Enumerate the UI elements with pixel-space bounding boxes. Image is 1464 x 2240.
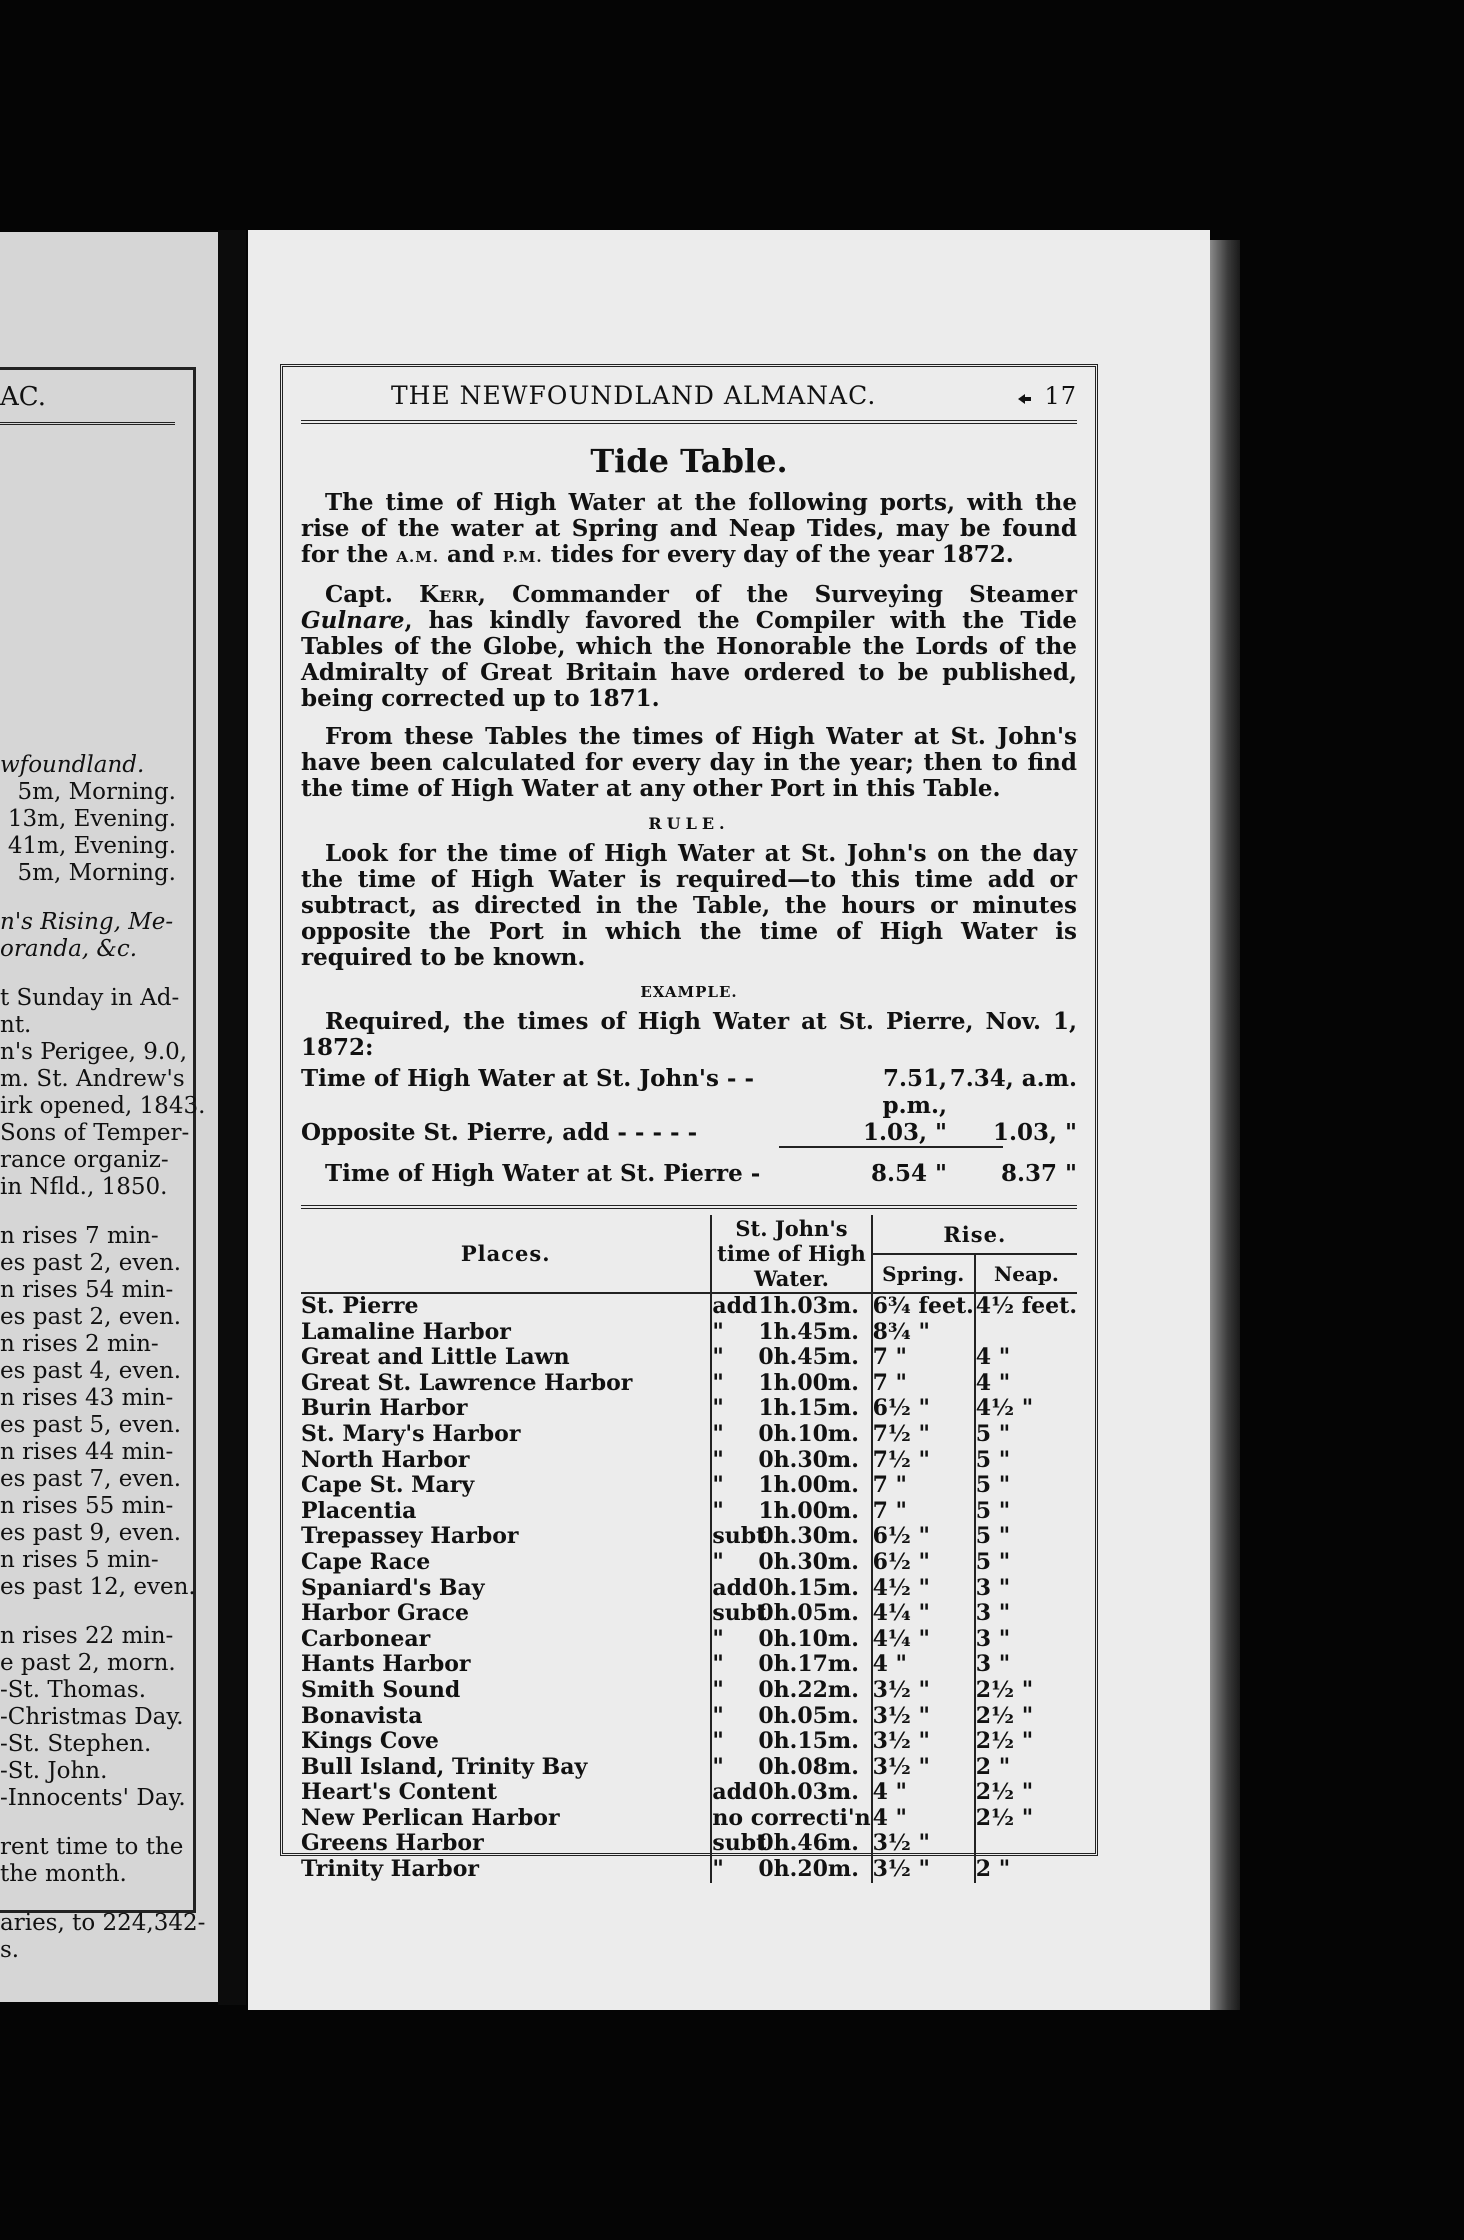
spring-rise: 3½ " — [872, 1704, 975, 1730]
time-offset: 0h.46m. — [758, 1830, 859, 1857]
example-label: Opposite St. Pierre, add - - - - - — [301, 1119, 698, 1146]
spring-rise: 3½ " — [872, 1857, 975, 1883]
left-page-line: t Sunday in Ad- — [0, 985, 180, 1011]
place-cell — [301, 1422, 711, 1448]
table-row — [301, 1448, 1077, 1474]
correction-op: " — [712, 1728, 724, 1755]
neap-rise: 4 " — [975, 1371, 1077, 1397]
time-offset: 0h.15m. — [758, 1574, 859, 1601]
place-cell — [301, 1652, 711, 1678]
spring-rise: 4½ " — [872, 1576, 975, 1602]
time-cell — [711, 1755, 871, 1781]
place-cell — [301, 1704, 711, 1730]
example-intro: Required, the times of High Water at St. Pierre, Nov. 1, 1872: — [301, 1008, 1077, 1061]
header-time: St. John's time of High Water. — [711, 1215, 871, 1293]
place-cell — [301, 1780, 711, 1806]
correction-op: " — [712, 1344, 724, 1371]
place-cell — [301, 1729, 711, 1755]
left-page-line: n rises 5 min- — [0, 1547, 159, 1573]
table-row — [301, 1499, 1077, 1525]
time-cell — [711, 1652, 871, 1678]
book-gutter — [218, 230, 246, 2005]
example-pm-value: 8.54 " — [870, 1160, 947, 1187]
spring-rise: 6½ " — [872, 1550, 975, 1576]
neap-rise: 4½ " — [975, 1396, 1077, 1422]
left-page-line: aries, to 224,342- — [0, 1910, 206, 1936]
place-cell — [301, 1499, 711, 1525]
example-am-value: 7.34, a.m. — [949, 1065, 1077, 1092]
place-cell — [301, 1831, 711, 1857]
place-cell — [301, 1448, 711, 1474]
left-page-line: -St. John. — [0, 1758, 108, 1784]
intro-text-3: tides for every day of the year 1872. — [542, 541, 1014, 568]
left-page-line — [0, 1601, 210, 1623]
spring-rise: 7½ " — [872, 1422, 975, 1448]
time-offset: 1h.00m. — [758, 1472, 859, 1499]
time-cell — [711, 1499, 871, 1525]
place-cell — [301, 1473, 711, 1499]
neap-rise: 2 " — [975, 1755, 1077, 1781]
spring-rise: 8¾ " — [872, 1320, 975, 1346]
time-offset: 1h.45m. — [758, 1318, 859, 1345]
neap-rise — [975, 1831, 1077, 1857]
left-page-lines — [0, 752, 210, 1964]
intro-paragraph — [301, 490, 1077, 570]
correction-op: add — [712, 1779, 758, 1806]
table-row — [301, 1831, 1077, 1857]
time-cell — [711, 1550, 871, 1576]
correction-op: add — [712, 1293, 758, 1319]
left-page-line: n's Rising, Me- — [0, 909, 174, 935]
place-name: New Perlican Harbor — [301, 1804, 560, 1831]
time-cell — [711, 1831, 871, 1857]
place-cell — [301, 1293, 711, 1320]
table-row — [301, 1806, 1077, 1832]
time-cell — [711, 1396, 871, 1422]
time-offset: 0h.10m. — [758, 1625, 859, 1652]
spring-rise: 6¾ feet. — [872, 1293, 974, 1319]
correction-op: " — [712, 1702, 724, 1729]
time-cell — [711, 1857, 871, 1883]
correction-op: " — [712, 1395, 724, 1422]
place-cell — [301, 1320, 711, 1346]
spring-rise: 7 " — [872, 1345, 975, 1371]
neap-rise: 3 " — [975, 1601, 1077, 1627]
correction-op: " — [712, 1651, 724, 1678]
time-cell — [711, 1473, 871, 1499]
time-offset: 0h.20m. — [758, 1856, 859, 1883]
table-row — [301, 1396, 1077, 1422]
example-row — [301, 1065, 1077, 1119]
example-row — [301, 1119, 1077, 1146]
rule-paragraph: Look for the time of High Water at St. John's on the day the time of High Water is required—to this time add or subtract, as directed in the Table, the hours or minutes opposite the Port in which the time of High Water is required to be known. — [301, 840, 1077, 971]
page-number: 17 — [1044, 382, 1077, 410]
header-rise: Rise. — [872, 1215, 1077, 1254]
time-cell — [711, 1780, 871, 1806]
credit-text-3: , has kindly favored the Compiler with the Tide Tables of the Globe, which the Honorable the Lords of the Admiralty of Great Britain have ordered to be published, being corrected up to 1871. — [301, 607, 1077, 712]
left-page-line: 41m, Evening. — [7, 833, 176, 859]
table-row — [301, 1345, 1077, 1371]
header-rule — [301, 420, 1077, 424]
time-offset: 0h.10m. — [758, 1420, 859, 1447]
correction-op: " — [712, 1548, 724, 1575]
time-cell — [711, 1422, 871, 1448]
spring-rise: 6½ " — [872, 1524, 975, 1550]
spring-rise: 7½ " — [872, 1448, 975, 1474]
neap-rise: 5 " — [975, 1499, 1077, 1525]
place-name: Trinity Harbor — [301, 1856, 479, 1883]
left-page-line: oranda, &c. — [0, 936, 138, 962]
place-name: Burin Harbor — [301, 1395, 468, 1422]
example-sum-rule — [779, 1146, 1003, 1148]
table-row — [301, 1627, 1077, 1653]
left-page-line: rent time to the — [0, 1834, 184, 1860]
left-page-line: es past 9, even. — [0, 1520, 182, 1546]
neap-rise: 5 " — [975, 1448, 1077, 1474]
time-cell — [711, 1345, 871, 1371]
page-title: Tide Table. — [590, 442, 788, 480]
left-page-line — [0, 1888, 210, 1910]
place-cell — [301, 1524, 711, 1550]
place-name: Cape St. Mary — [301, 1472, 475, 1499]
left-page-line: n rises 55 min- — [0, 1493, 174, 1519]
time-cell — [711, 1524, 871, 1550]
left-page-line: es past 12, even. — [0, 1574, 196, 1600]
left-page-line: 5m, Morning. — [17, 779, 176, 805]
place-name: Kings Cove — [301, 1728, 439, 1755]
left-page-line — [0, 1201, 210, 1223]
left-page-line: the month. — [0, 1861, 127, 1887]
neap-rise: 5 " — [975, 1524, 1077, 1550]
correction-op: subt — [712, 1600, 767, 1627]
left-page-line: n rises 44 min- — [0, 1439, 174, 1465]
left-page-line: -Christmas Day. — [0, 1704, 184, 1730]
time-cell — [711, 1448, 871, 1474]
place-name: Spaniard's Bay — [301, 1574, 485, 1601]
time-cell — [711, 1678, 871, 1704]
time-cell — [711, 1293, 871, 1320]
credit-text-2: , Commander of the Surveying Steamer — [477, 581, 1077, 608]
left-page-line — [0, 1812, 210, 1834]
time-offset: 0h.30m. — [758, 1548, 859, 1575]
spring-rise: 4 " — [872, 1806, 975, 1832]
ship-name: Gulnare — [301, 607, 405, 634]
correction-op: " — [712, 1369, 724, 1396]
page-frame — [280, 364, 1098, 1883]
left-page-line: nt. — [0, 1012, 32, 1038]
spring-rise: 3½ " — [872, 1831, 975, 1857]
correction-op: " — [712, 1625, 724, 1652]
spring-rise: 4 " — [872, 1652, 975, 1678]
spring-rise: 4¼ " — [872, 1627, 975, 1653]
left-page-line: es past 2, even. — [0, 1304, 182, 1330]
neap-rise: 2½ " — [975, 1806, 1077, 1832]
left-page-line: n's Perigee, 9.0, — [0, 1039, 188, 1065]
table-row — [301, 1729, 1077, 1755]
place-name: North Harbor — [301, 1446, 470, 1473]
table-row — [301, 1473, 1077, 1499]
left-page-line: -St. Stephen. — [0, 1731, 152, 1757]
time-offset: 1h.03m. — [758, 1293, 859, 1319]
credit-paragraph — [301, 582, 1077, 712]
time-offset: 0h.30m. — [758, 1523, 859, 1550]
table-row — [301, 1857, 1077, 1883]
neap-rise: 2 " — [975, 1857, 1077, 1883]
left-page-line: wfoundland. — [0, 752, 145, 778]
left-page-rule — [0, 422, 175, 425]
left-page-line: n rises 43 min- — [0, 1385, 174, 1411]
credit-text-1: Capt. — [325, 581, 420, 608]
spring-rise: 6½ " — [872, 1396, 975, 1422]
place-cell — [301, 1601, 711, 1627]
place-name: Greens Harbor — [301, 1830, 484, 1857]
place-cell — [301, 1755, 711, 1781]
spring-rise: 7 " — [872, 1499, 975, 1525]
left-page-line: m. St. Andrew's — [0, 1066, 185, 1092]
left-page-line: n rises 54 min- — [0, 1277, 174, 1303]
correction-op: " — [712, 1318, 724, 1345]
place-name: Trepassey Harbor — [301, 1523, 519, 1550]
page-edge — [1210, 240, 1240, 2010]
tide-table — [301, 1215, 1077, 1883]
table-row — [301, 1755, 1077, 1781]
correction-op: no correcti'n — [712, 1804, 871, 1831]
neap-rise: 2½ " — [975, 1704, 1077, 1730]
neap-rise: 3 " — [975, 1652, 1077, 1678]
example-pm-value: 1.03, " — [862, 1119, 947, 1146]
neap-rise: 2½ " — [975, 1780, 1077, 1806]
spring-rise: 7 " — [872, 1371, 975, 1397]
left-page-line: rance organiz- — [0, 1147, 169, 1173]
neap-rise: 5 " — [975, 1550, 1077, 1576]
left-page-line: es past 4, even. — [0, 1358, 182, 1384]
example-total-row — [301, 1160, 1077, 1187]
neap-rise: 3 " — [975, 1576, 1077, 1602]
time-offset: 0h.15m. — [758, 1728, 859, 1755]
correction-op: subt — [712, 1830, 767, 1857]
table-row — [301, 1422, 1077, 1448]
table-top-rule — [301, 1205, 1077, 1209]
example-pm-value: 7.51, p.m., — [882, 1065, 947, 1119]
page-number-group — [1016, 381, 1078, 410]
spring-rise: 3½ " — [872, 1678, 975, 1704]
time-cell — [711, 1704, 871, 1730]
left-page-line: 5m, Morning. — [17, 860, 176, 886]
place-name: Cape Race — [301, 1548, 431, 1575]
table-row — [301, 1524, 1077, 1550]
place-name: Heart's Content — [301, 1779, 498, 1806]
place-cell — [301, 1550, 711, 1576]
correction-op: " — [712, 1420, 724, 1447]
correction-op: add — [712, 1574, 758, 1601]
correction-op: " — [712, 1472, 724, 1499]
header-spring: Spring. — [872, 1254, 975, 1293]
neap-rise: 5 " — [975, 1473, 1077, 1499]
left-page-line: -Innocents' Day. — [0, 1785, 186, 1811]
left-page-line: n rises 22 min- — [0, 1623, 174, 1649]
place-cell — [301, 1857, 711, 1883]
place-cell — [301, 1345, 711, 1371]
place-name: Placentia — [301, 1497, 417, 1524]
left-page-line — [0, 963, 210, 985]
time-cell — [711, 1729, 871, 1755]
rule-heading: RULE. — [648, 814, 730, 833]
time-offset: 0h.30m. — [758, 1446, 859, 1473]
left-page-line — [0, 887, 210, 909]
left-page-line: es past 5, even. — [0, 1412, 182, 1438]
place-cell — [301, 1678, 711, 1704]
correction-op: " — [712, 1676, 724, 1703]
correction-op: " — [712, 1497, 724, 1524]
time-cell — [711, 1806, 871, 1832]
intro-text-1: The time of High Water at the following ports, with the rise of the water at Spring and Neap Tides, may be found for the — [301, 489, 1077, 568]
captain-name: Kerr — [419, 581, 478, 608]
place-name: Smith Sound — [301, 1676, 461, 1703]
left-page-line: n rises 2 min- — [0, 1331, 159, 1357]
place-name: Great St. Lawrence Harbor — [301, 1369, 633, 1396]
example-heading: EXAMPLE. — [640, 983, 738, 1001]
place-name: Lamaline Harbor — [301, 1318, 511, 1345]
time-offset: 0h.22m. — [758, 1676, 859, 1703]
left-page-line: -St. Thomas. — [0, 1677, 147, 1703]
left-page-title: AC. — [0, 382, 47, 412]
time-offset: 0h.03m. — [758, 1779, 859, 1806]
place-name: Bonavista — [301, 1702, 423, 1729]
place-cell — [301, 1576, 711, 1602]
table-row — [301, 1601, 1077, 1627]
place-cell — [301, 1627, 711, 1653]
place-name: Carbonear — [301, 1625, 431, 1652]
neap-rise: 4 " — [975, 1345, 1077, 1371]
example-label: Time of High Water at St. Pierre - — [325, 1160, 761, 1187]
header-neap: Neap. — [975, 1254, 1077, 1293]
left-page-line: es past 2, even. — [0, 1250, 182, 1276]
neap-rise: 4½ feet. — [975, 1293, 1077, 1319]
time-offset: 0h.17m. — [758, 1651, 859, 1678]
time-cell — [711, 1627, 871, 1653]
pm-label: P.M. — [502, 548, 543, 566]
neap-rise — [975, 1320, 1077, 1346]
neap-rise: 2½ " — [975, 1729, 1077, 1755]
left-page-line: s. — [0, 1937, 20, 1963]
neap-rise: 5 " — [975, 1422, 1077, 1448]
spring-rise: 3½ " — [872, 1755, 975, 1781]
almanac-page — [248, 230, 1210, 2010]
table-row — [301, 1550, 1077, 1576]
spring-rise: 3½ " — [872, 1729, 975, 1755]
left-page-line: irk opened, 1843. — [0, 1093, 206, 1119]
running-header — [301, 367, 1077, 416]
place-cell — [301, 1396, 711, 1422]
table-row — [301, 1704, 1077, 1730]
example-am-value: 8.37 " — [1000, 1160, 1077, 1187]
table-row — [301, 1678, 1077, 1704]
time-offset: 1h.15m. — [758, 1395, 859, 1422]
left-page-line: es past 7, even. — [0, 1466, 182, 1492]
time-offset: 0h.08m. — [758, 1753, 859, 1780]
tide-table-body — [301, 1293, 1077, 1883]
time-offset: 1h.00m. — [758, 1497, 859, 1524]
am-label: A.M. — [396, 548, 440, 566]
neap-rise: 2½ " — [975, 1678, 1077, 1704]
place-cell — [301, 1371, 711, 1397]
time-offset: 0h.05m. — [758, 1702, 859, 1729]
pointing-hand-icon — [1016, 392, 1032, 406]
calculation-paragraph: From these Tables the times of High Water at St. John's have been calculated for every day in the year; then to find the time of High Water at any other Port in this Table. — [301, 723, 1077, 802]
header-places: Places. — [301, 1215, 711, 1293]
table-row — [301, 1320, 1077, 1346]
place-cell — [301, 1806, 711, 1832]
table-row — [301, 1780, 1077, 1806]
left-page-fragment — [0, 232, 218, 2002]
time-offset: 1h.00m. — [758, 1369, 859, 1396]
running-title: THE NEWFOUNDLAND ALMANAC. — [391, 381, 877, 410]
table-row — [301, 1576, 1077, 1602]
time-cell — [711, 1371, 871, 1397]
place-name: Hants Harbor — [301, 1651, 471, 1678]
spring-rise: 4¼ " — [872, 1601, 975, 1627]
spring-rise: 4 " — [872, 1780, 975, 1806]
neap-rise: 3 " — [975, 1627, 1077, 1653]
left-page-line: in Nfld., 1850. — [0, 1174, 168, 1200]
left-page-line: e past 2, morn. — [0, 1650, 176, 1676]
place-name: St. Pierre — [301, 1293, 419, 1319]
table-row — [301, 1652, 1077, 1678]
place-name: Harbor Grace — [301, 1600, 469, 1627]
correction-op: subt — [712, 1523, 767, 1550]
correction-op: " — [712, 1753, 724, 1780]
correction-op: " — [712, 1446, 724, 1473]
left-page-line: 13m, Evening. — [7, 806, 176, 832]
example-am-value: 1.03, " — [992, 1119, 1077, 1146]
correction-op: " — [712, 1856, 724, 1883]
table-row — [301, 1293, 1077, 1320]
place-name: St. Mary's Harbor — [301, 1420, 521, 1447]
time-cell — [711, 1601, 871, 1627]
time-offset: 0h.45m. — [758, 1344, 859, 1371]
time-offset: 0h.05m. — [758, 1600, 859, 1627]
left-page-line: n rises 7 min- — [0, 1223, 159, 1249]
intro-text-2: and — [439, 541, 503, 568]
left-page-line: Sons of Temper- — [0, 1120, 190, 1146]
spring-rise: 7 " — [872, 1473, 975, 1499]
time-cell — [711, 1320, 871, 1346]
place-name: Bull Island, Trinity Bay — [301, 1753, 588, 1780]
place-name: Great and Little Lawn — [301, 1344, 570, 1371]
time-cell — [711, 1576, 871, 1602]
example-label: Time of High Water at St. John's - - — [301, 1065, 755, 1092]
table-row — [301, 1371, 1077, 1397]
